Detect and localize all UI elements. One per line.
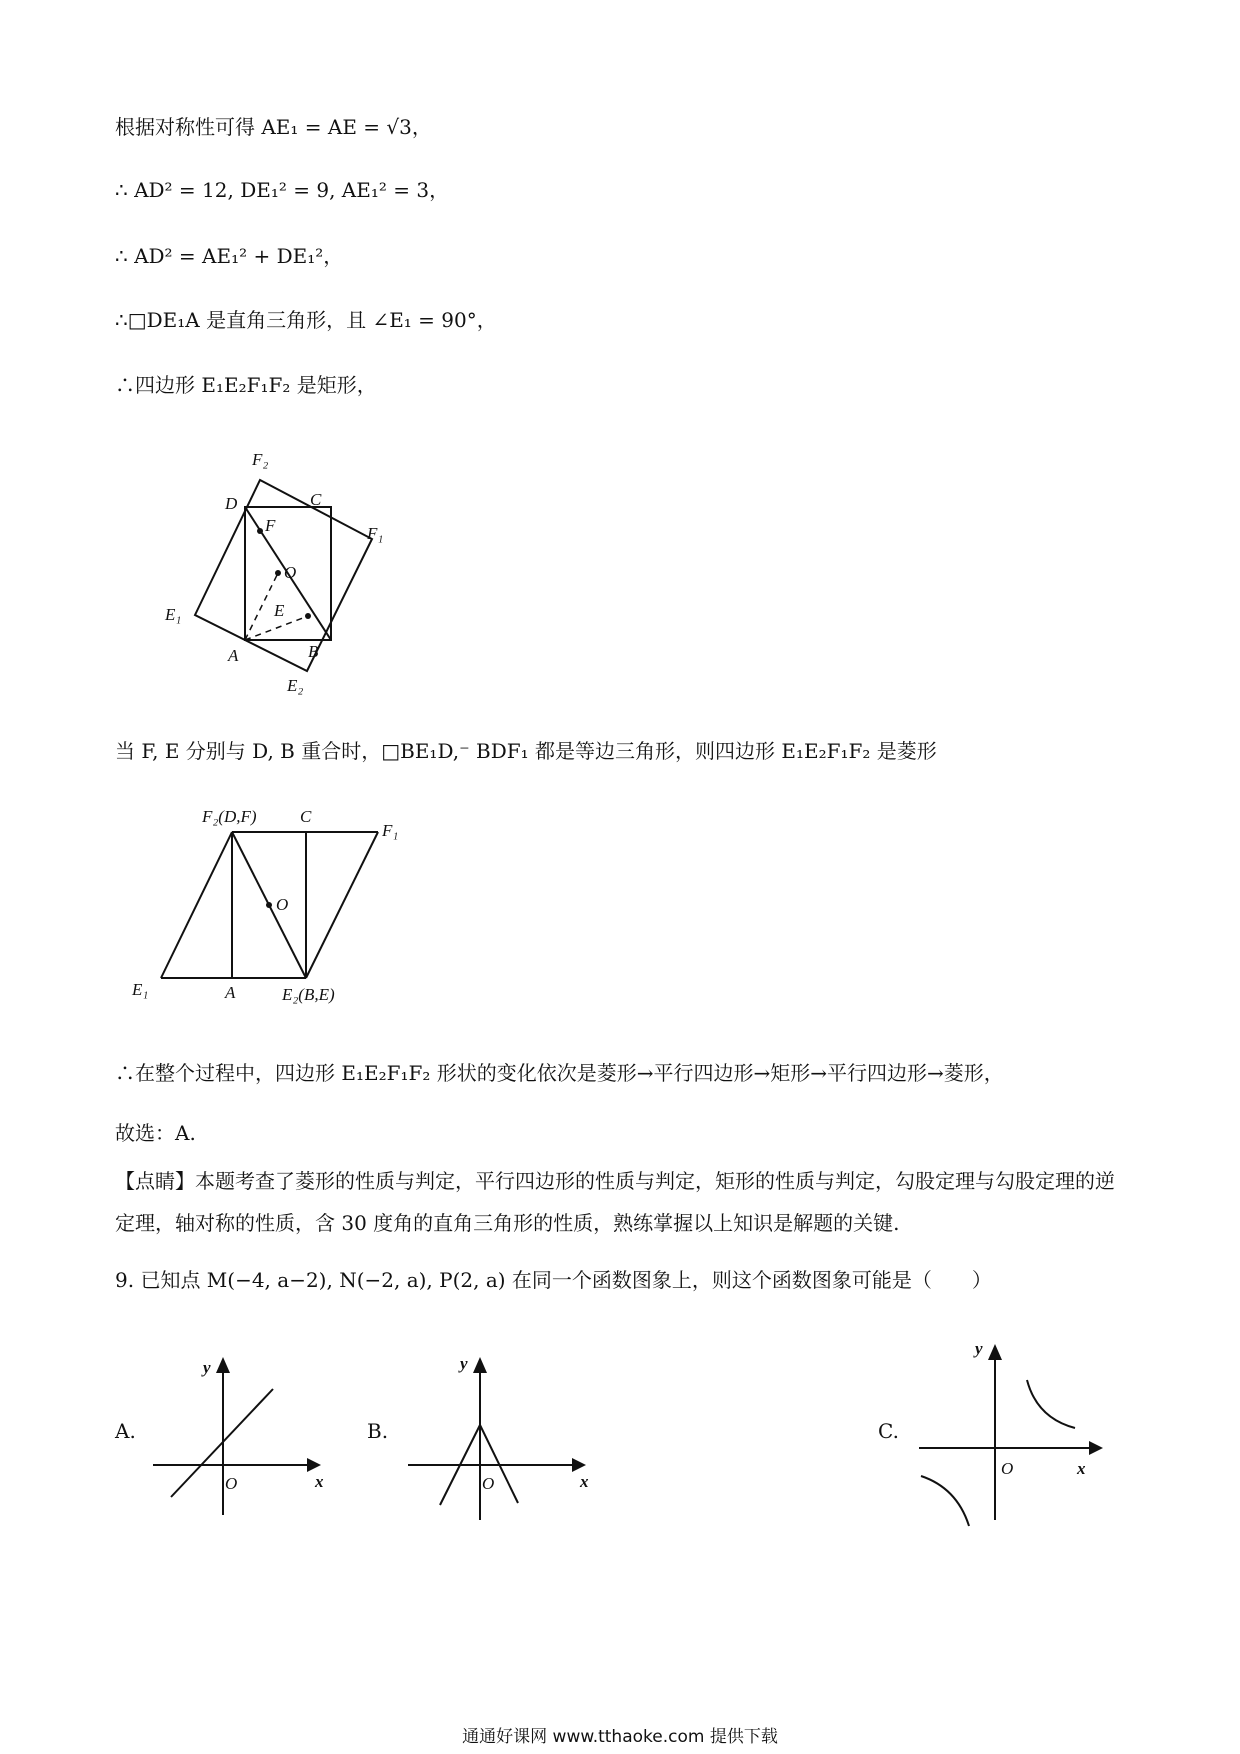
option-b-graph — [400, 1345, 600, 1525]
text-line-2: ∴ AD² = 12, DE₁² = 9, AE₁² = 3， — [115, 178, 450, 202]
label-F: F — [265, 516, 276, 535]
figure-rhombus-case — [120, 800, 440, 1020]
text-line-8: 故选：A. — [115, 1121, 196, 1145]
label-D: D — [225, 494, 238, 513]
label-E1: E₁ — [165, 605, 182, 624]
option-c-graph — [915, 1330, 1135, 1530]
option-a-y-label: y — [203, 1358, 211, 1377]
question-9: 9. 已知点 M(−4, a−2), N(−2, a), P(2, a) 在同一个函数图象上，则这个函数图象可能是（ ） — [115, 1268, 992, 1292]
label-A: A — [228, 646, 239, 665]
option-c-label: C. — [878, 1419, 899, 1443]
label-C2: C — [300, 807, 312, 826]
option-a-label: A. — [115, 1419, 136, 1443]
label-E2: E₂ — [287, 676, 304, 695]
option-c-y-label: y — [975, 1339, 983, 1358]
text-line-5: ∴四边形 E₁E₂F₁F₂ 是矩形， — [115, 373, 377, 397]
label-F1-2: F₁ — [382, 821, 399, 840]
option-c-origin: O — [1001, 1459, 1014, 1478]
label-B: B — [308, 642, 319, 661]
label-F2DF: F₂(D,F) — [202, 807, 257, 826]
footer: 通通好课网 www.tthaoke.com 提供下载 — [462, 1727, 778, 1747]
label-C: C — [310, 490, 322, 509]
label-F2: F₂ — [252, 450, 269, 469]
option-a-x-label: x — [315, 1472, 324, 1491]
label-E: E — [274, 601, 285, 620]
text-line-4: ∴□DE₁A 是直角三角形，且 ∠E₁ = 90°， — [115, 308, 497, 332]
option-b-origin: O — [482, 1474, 495, 1493]
label-O2: O — [276, 895, 289, 914]
label-F1: F₁ — [367, 524, 384, 543]
label-E2BE: E₂(B,E) — [282, 985, 335, 1004]
label-O: O — [284, 563, 297, 582]
option-a-origin: O — [225, 1474, 238, 1493]
option-b-y-label: y — [460, 1354, 468, 1373]
option-a-graph — [145, 1345, 345, 1525]
text-line-6: 当 F, E 分别与 D, B 重合时，□BE₁D,⁻ BDF₁ 都是等边三角形，则四边形 E₁E₂F₁F₂ 是菱形 — [115, 739, 937, 763]
text-line-3: ∴ AD² = AE₁² + DE₁²， — [115, 244, 344, 268]
text-line-7: ∴在整个过程中，四边形 E₁E₂F₁F₂ 形状的变化依次是菱形→平行四边形→矩形→平行四边形→菱形， — [115, 1061, 1004, 1085]
option-c-x-label: x — [1077, 1459, 1086, 1478]
text-line-1: 根据对称性可得 AE₁ = AE = √3， — [115, 115, 432, 139]
comment-paragraph: 【点睛】本题考查了菱形的性质与判定，平行四边形的性质与判定，矩形的性质与判定，勾股定理与勾股定理的逆定理，轴对称的性质，含 30 度角的直角三角形的性质，熟练掌握以上知识是解题的关键. — [115, 1169, 1115, 1235]
figure-rectangle-rotation — [150, 445, 410, 695]
label-E1-2: E₁ — [132, 980, 149, 999]
option-b-x-label: x — [580, 1472, 589, 1491]
option-b-label: B. — [367, 1419, 389, 1443]
label-A2: A — [225, 983, 236, 1002]
